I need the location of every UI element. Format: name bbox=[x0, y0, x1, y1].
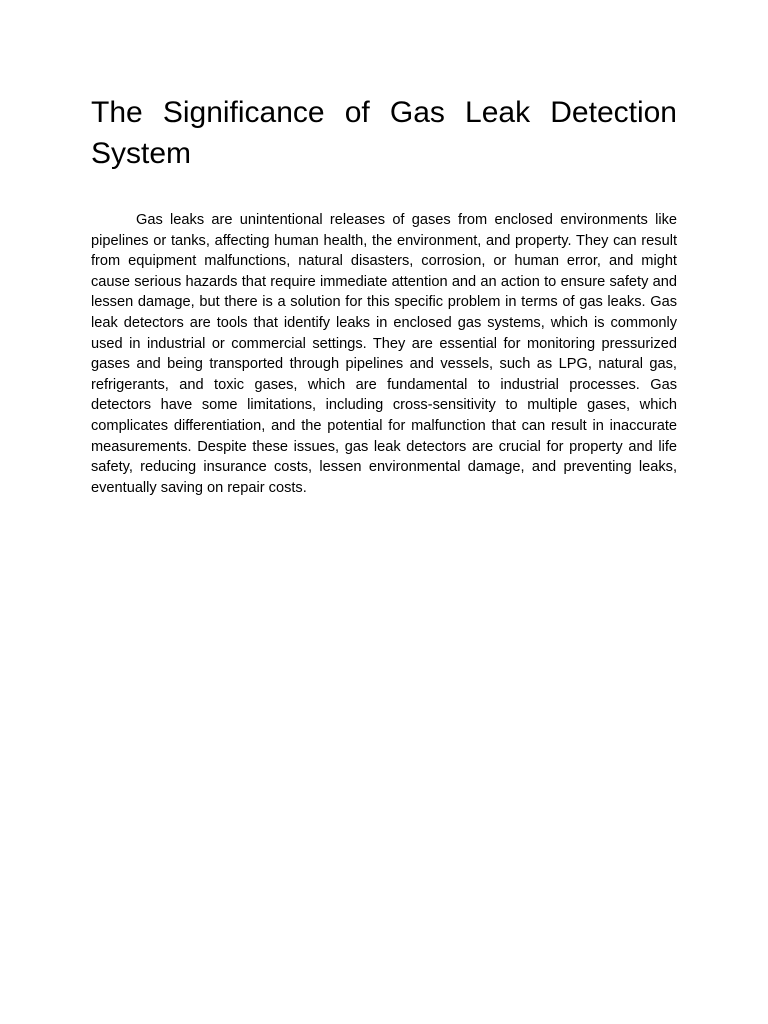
document-content bbox=[91, 92, 677, 498]
document-title: The Significance of Gas Leak Detection System bbox=[91, 96, 677, 170]
body-paragraph: Gas leaks are unintentional releases of gases from enclosed environments like pipelines or tanks, affecting human health, the environment, and property. They can result from equipment malfunctions, natural disasters, corrosion, or human error, and might cause serious hazards that require immediate attention and an action to ensure safety and lessen damage, but there is a solution for this specific problem in terms of gas leaks. Gas leak detectors are tools that identify leaks in enclosed gas systems, which is commonly used in industrial or commercial settings. They are essential for monitoring pressurized gases and being transported through pipelines and vessels, such as LPG, natural gas, refrigerants, and toxic gases, which are fundamental to industrial processes. Gas detectors have some limitations, including cross-sensitivity to multiple gases, which complicates differentiation, and the potential for malfunction that can result in inaccurate measurements. Despite these issues, gas leak detectors are crucial for property and life safety, reducing insurance costs, lessen environmental damage, and preventing leaks, eventually saving on repair costs. bbox=[91, 212, 677, 496]
